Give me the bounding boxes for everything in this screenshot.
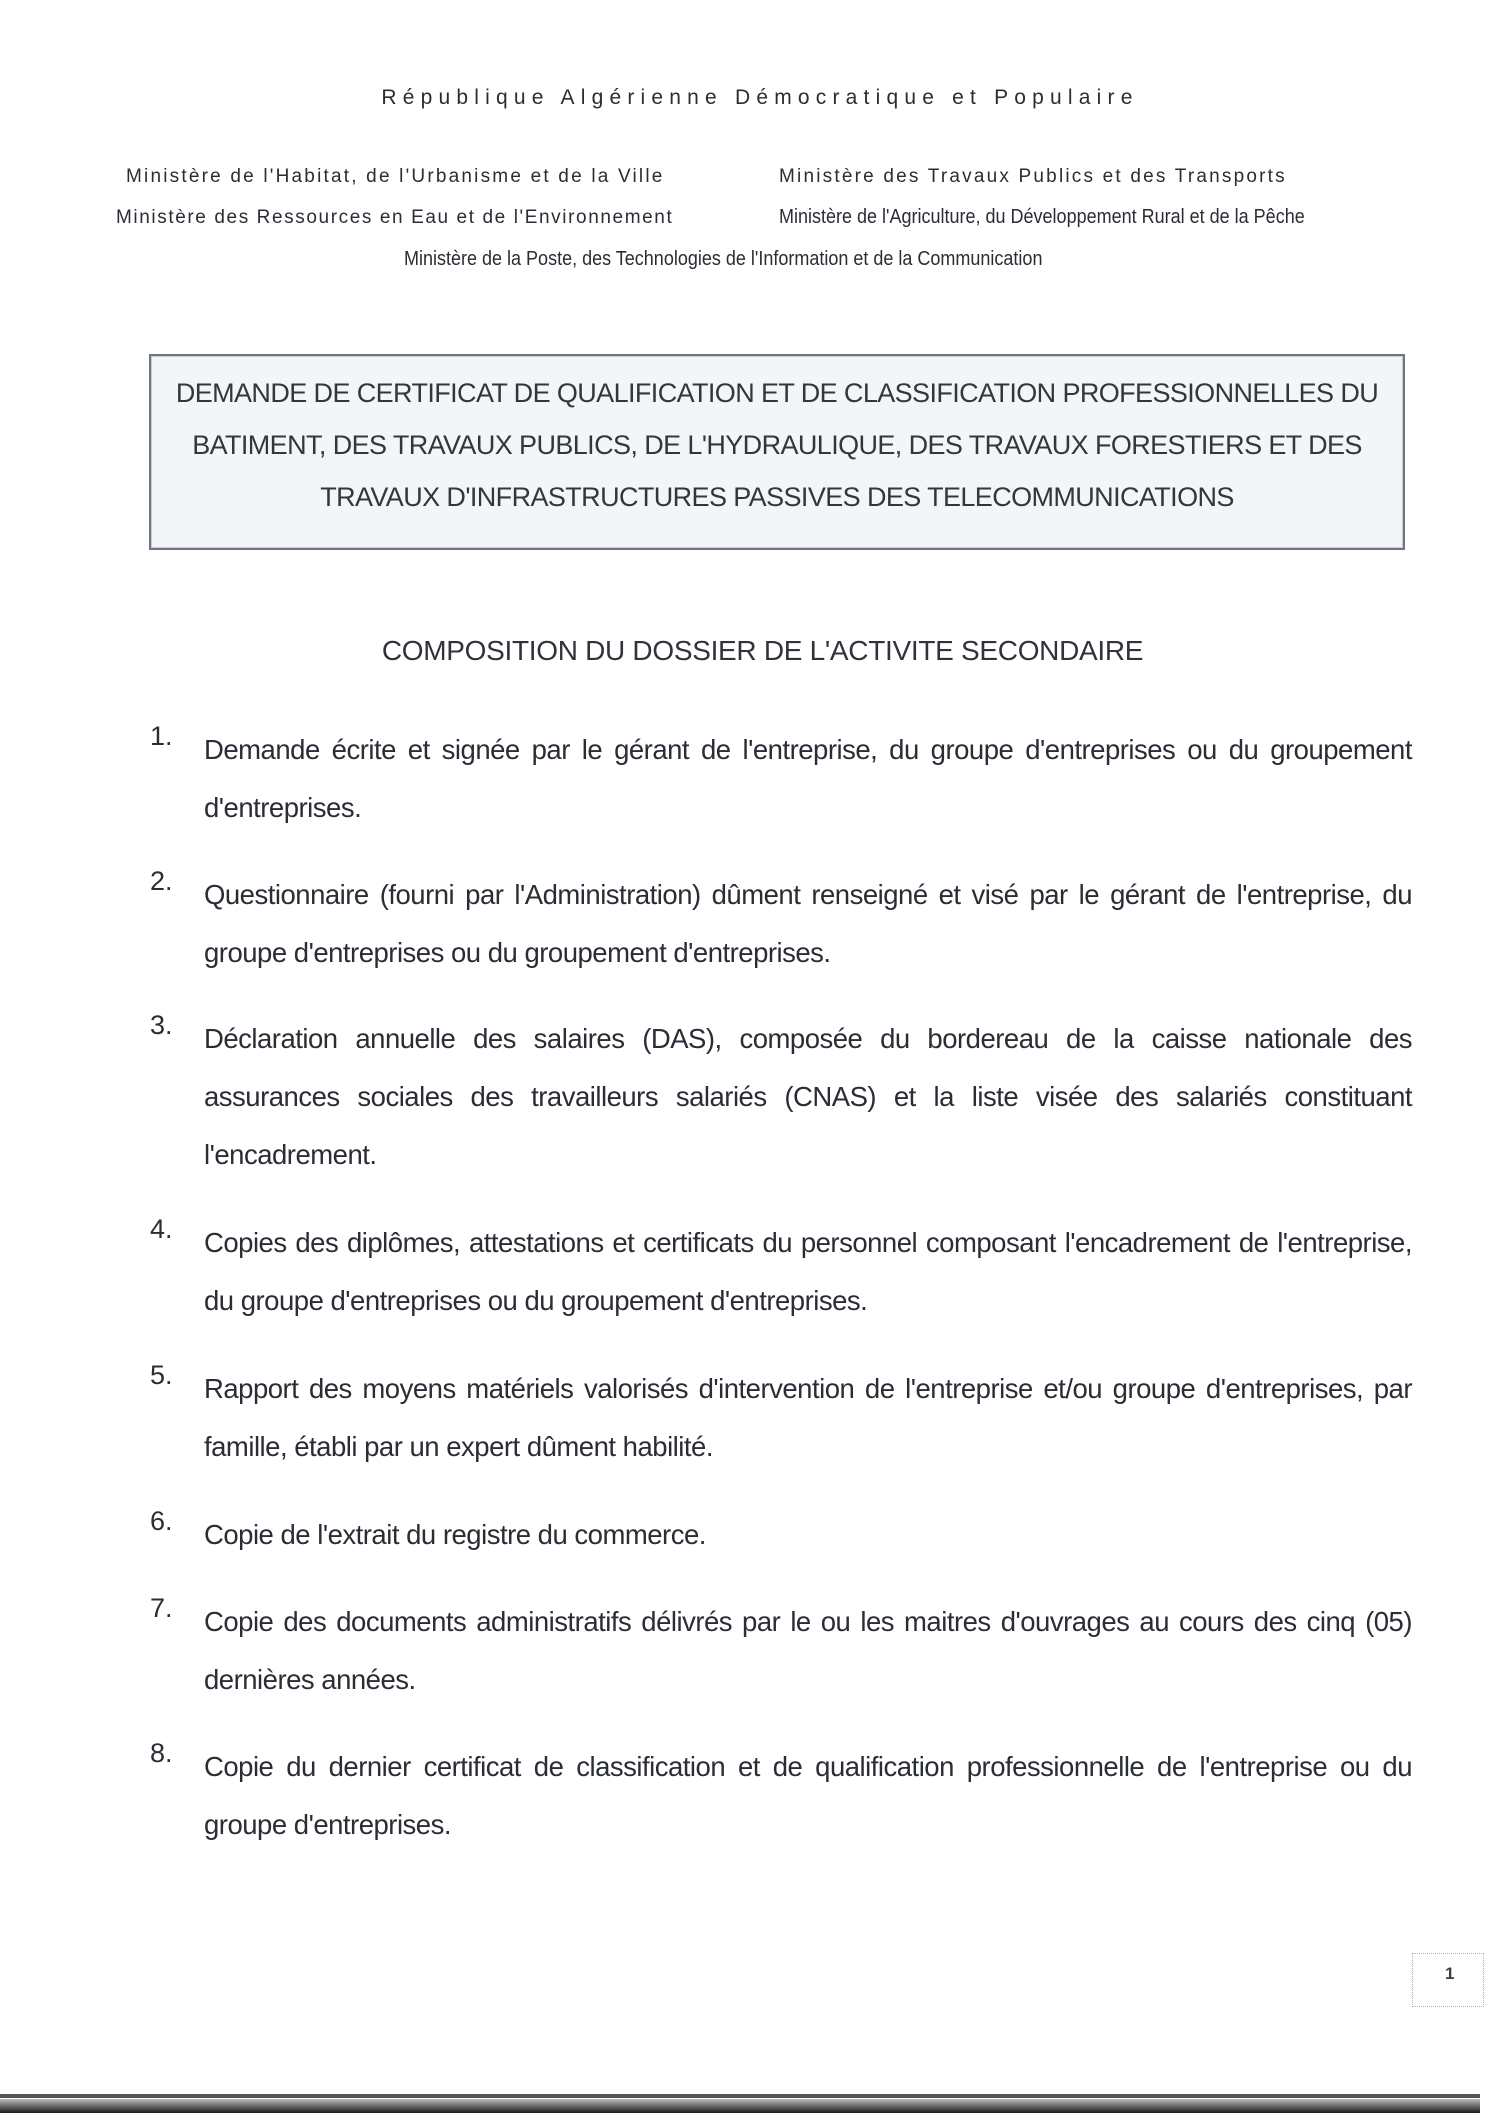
title-line-1: DEMANDE DE CERTIFICAT DE QUALIFICATION ET DE CLASSIFICATION PROFESSIONNELLES DU <box>175 378 1379 408</box>
title-box <box>149 354 1405 550</box>
item-text: Questionnaire (fourni par l'Administration) dûment renseigné et visé par le gérant de l'entreprise, du groupe d'entreprises ou du groupement d'entreprises. <box>204 879 1412 968</box>
list-item <box>150 721 1412 837</box>
item-text: Déclaration annuelle des salaires (DAS), composée du bordereau de la caisse nationale des assurances sociales des travailleurs salariés (CNAS) et la liste visée des salariés constituant l'encadrement. <box>204 1023 1412 1170</box>
ministry-agriculture: Ministère de l'Agriculture, du Développement Rural et de la Pêche <box>779 206 1305 228</box>
page-number-box <box>1412 1953 1484 2007</box>
item-number: 1. <box>150 721 173 751</box>
item-number: 3. <box>150 1010 173 1040</box>
item-text: Rapport des moyens matériels valorisés d'intervention de l'entreprise et/ou groupe d'entreprises, par famille, établi par un expert dûment habilité. <box>204 1373 1412 1462</box>
section-heading: COMPOSITION DU DOSSIER DE L'ACTIVITE SECONDAIRE <box>381 635 1144 666</box>
list-item <box>150 1360 1412 1476</box>
republic-title: République Algérienne Démocratique et Populaire <box>381 86 1139 109</box>
ministry-travaux-publics: Ministère des Travaux Publics et des Transports <box>779 166 1287 187</box>
item-text: Demande écrite et signée par le gérant de l'entreprise, du groupe d'entreprises ou du groupement d'entreprises. <box>204 734 1412 823</box>
item-number: 7. <box>150 1593 173 1623</box>
page-number: 1 <box>1445 1964 1455 1983</box>
item-text: Copie des documents administratifs délivrés par le ou les maitres d'ouvrages au cours des cinq (05) dernières années. <box>204 1606 1412 1695</box>
item-number: 5. <box>150 1360 173 1390</box>
item-text: Copie de l'extrait du registre du commerce. <box>204 1519 706 1550</box>
item-number: 6. <box>150 1506 173 1536</box>
ministry-poste: Ministère de la Poste, des Technologies de l'Information et de la Communication <box>404 248 1043 270</box>
item-number: 2. <box>150 866 173 896</box>
list-item <box>150 1593 1412 1709</box>
list-item <box>150 1214 1412 1330</box>
item-number: 4. <box>150 1214 173 1244</box>
list-item <box>150 866 1412 982</box>
item-number: 8. <box>150 1738 173 1768</box>
list-item <box>150 1738 1412 1854</box>
ministry-habitat: Ministère de l'Habitat, de l'Urbanisme et de la Ville <box>126 166 665 187</box>
title-line-3: TRAVAUX D'INFRASTRUCTURES PASSIVES DES TELECOMMUNICATIONS <box>320 482 1234 512</box>
title-line-2: BATIMENT, DES TRAVAUX PUBLICS, DE L'HYDRAULIQUE, DES TRAVAUX FORESTIERS ET DES <box>192 430 1362 460</box>
scan-edge <box>0 2099 1480 2113</box>
bottom-rule <box>0 2094 1480 2098</box>
item-text: Copie du dernier certificat de classification et de qualification professionnelle de l'entreprise ou du groupe d'entreprises. <box>204 1751 1412 1840</box>
item-text: Copies des diplômes, attestations et certificats du personnel composant l'encadrement de l'entreprise, du groupe d'entreprises ou du groupement d'entreprises. <box>204 1227 1412 1316</box>
list-item <box>150 1010 1412 1184</box>
list-item <box>150 1506 1412 1564</box>
ministry-ressources-eau: Ministère des Ressources en Eau et de l'Environnement <box>116 207 674 228</box>
